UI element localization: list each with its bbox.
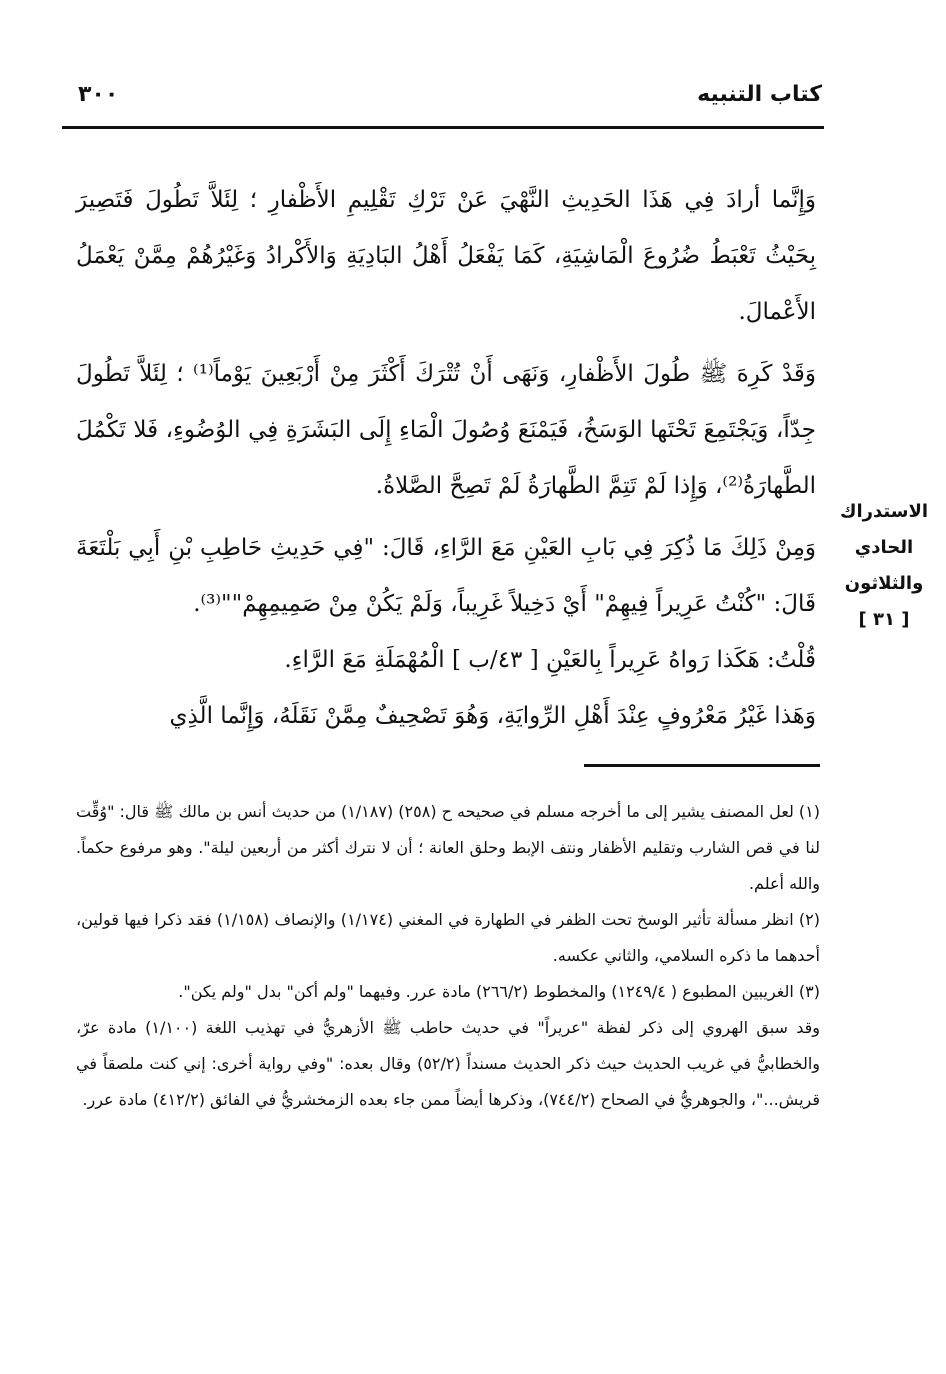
paragraph-3: وَمِنْ ذَلِكَ مَا ذُكِرَ فِي بَابِ العَيْنِ مَعَ الرَّاءِ، قَالَ: "فِي حَدِيثِ حَاطِبِ بْنِ أَبِي بَلْتَعَةَ قَالَ: "كُنْتُ عَرِيراً فِيهِمْ" أَيْ دَخِيلاً غَرِيباً، وَلَمْ يَكُنْ مِنْ صَمِيمِهِمْ""⁽³⁾. (76, 535, 816, 617)
paragraph-2: وَقَدْ كَرِهَ ﷺ طُولَ الأَظْفارِ، وَنَهَى أَنْ تُتْرَكَ أَكْثَرَ مِنْ أَرْبَعِينَ يَوْماً⁽¹⁾ ؛ لِئَلاَّ تَطُولَ جِدّاً، وَيَجْتَمِعَ تَحْتَها الوَسَخُ، فَيَمْنَعَ وُصُولَ الْمَاءِ إِلَى البَشَرَةِ فِي الوُضُوءِ، فَلا تَكْمُلَ الطَّهارَةُ⁽²⁾، وَإِذا لَمْ تَتِمَّ الطَّهارَةُ لَمْ تَصِحَّ الصَّلاةُ. (76, 361, 816, 499)
paragraph-1: وَإِنَّما أرادَ فِي هَذَا الحَدِيثِ النَّهْيَ عَنْ تَرْكِ تَقْلِيمِ الأَظْفارِ ؛ لِئَلاَّ تَطُولَ فَتَصِيرَ بِحَيْثُ تَعْبَطُ ضُرُوعَ الْمَاشِيَةِ، كَمَا يَفْعَلُ أَهْلُ البَادِيَةِ وَالأَكْرادُ وَغَيْرُهُمْ مِمَّنْ يَعْمَلُ الأَعْمالَ. (76, 187, 816, 325)
margin-note (836, 494, 932, 638)
margin-note-line: والثلاثون (844, 573, 924, 594)
footnote-3-continuation: وقد سبق الهروي إلى ذكر لفظة "عريراً" في حديث حاطب ﷺ الأزهريُّ في تهذيب اللغة (١/١٠٠) مادة عرّ، والخطابيُّ في غريب الحديث حيث ذكر الحديث مسنداً (٥٢/٢) وقال بعده: "وفي رواية أخرى: إني كنت ملصقاً في قريش..."، والجوهريُّ في الصحاح (٧٤٤/٢)، وذكرها أيضاً ممن جاء بعده الزمخشريُّ في الفائق (٤١٢/٢) مادة عرر. (76, 1018, 821, 1109)
margin-note-number: [ ٣١ ] (858, 609, 910, 630)
footnote-2: (٢) انظر مسألة تأثير الوسخ تحت الظفر في الطهارة في المغني (١/١٧٤) والإنصاف (١/١٥٨) فقد ذكرا فيها قولين، أحدهما ما ذكره السلامي، والثاني عكسه. (76, 910, 821, 965)
margin-note-line: الحادي (854, 537, 914, 558)
page-header (62, 74, 822, 120)
footnote-1: (١) لعل المصنف يشير إلى ما أخرجه مسلم في صحيحه ح (٢٥٨) (١/١٨٧) من حديث أنس بن مالك ﷺ قال: "وُقِّت لنا في قص الشارب وتقليم الأظفار ونتف الإبط وحلق العانة ؛ أن لا نترك أكثر من أربعين ليلة". وهو مرفوع حكماً. والله أعلم. (76, 802, 820, 893)
paragraph-4: قُلْتُ: هَكَذا رَواهُ عَرِيراً بِالعَيْنِ [ ٤٣/ب ] الْمُهْمَلَةِ مَعَ الرَّاءِ. (284, 647, 816, 673)
header-divider (62, 126, 824, 129)
margin-note-line: الاستدراك (839, 501, 929, 522)
footnotes (76, 794, 820, 1118)
footnote-divider (584, 764, 820, 767)
page-number: ٣٠٠ (78, 82, 119, 107)
footnote-3: (٣) الغريبين المطبوع ( ١٢٤٩/٤) والمخطوط (٢٦٦/٢) مادة عرر. وفيهما "ولم أكن" بدل "ولم يكن". (178, 982, 820, 1001)
running-title: كتاب التنبيه (697, 82, 822, 107)
main-text (76, 172, 816, 744)
paragraph-5: وَهَذا غَيْرُ مَعْرُوفٍ عِنْدَ أَهْلِ الرِّوايَةِ، وَهُوَ تَصْحِيفٌ مِمَّنْ نَقَلَهُ، وَإِنَّما الَّذِي (169, 703, 816, 729)
